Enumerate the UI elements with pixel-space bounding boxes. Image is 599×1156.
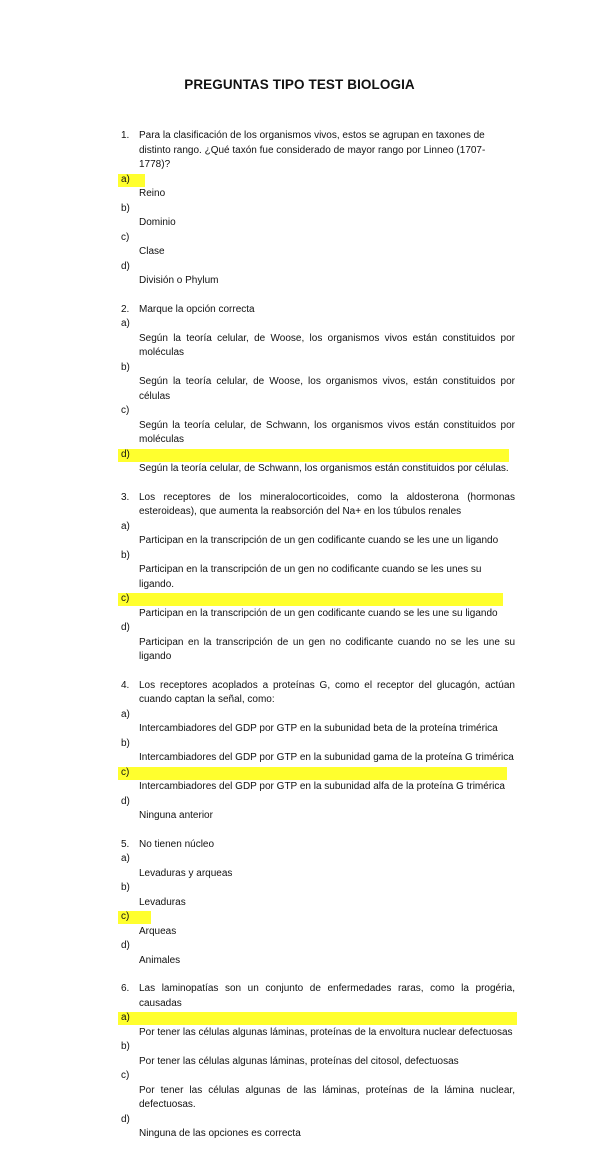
option-d: [0, 939, 599, 968]
option-letter: c): [121, 405, 130, 416]
option-a: [0, 1011, 599, 1040]
option-text: Arqueas: [139, 925, 177, 937]
answer-highlight: [118, 449, 509, 462]
option-b: [0, 881, 599, 910]
option-a: [0, 173, 599, 202]
option-d: [0, 260, 599, 289]
question-5: [0, 838, 599, 969]
option-text: Por tener las células algunas de las láminas, proteínas de la lámina nuclear, defectuosas.: [139, 1084, 515, 1110]
option-text: Reino: [139, 188, 166, 199]
question-text: Los receptores de los mineralocorticoides, como la aldosterona (hormonas esteroideas), que aumenta la reabsorción del Na+ en los túbulos renales: [139, 491, 515, 517]
option-letter: a): [121, 318, 130, 329]
option-text: Animales: [139, 954, 181, 966]
option-b: [0, 549, 599, 593]
option-letter: c): [121, 231, 130, 243]
option-d: [0, 621, 599, 665]
option-text: División o Phylum: [139, 275, 219, 286]
option-text: Levaduras y arqueas: [139, 867, 233, 879]
option-text: Según la teoría celular, de Woose, los organismos vivos están constituidos por moléculas: [139, 332, 515, 358]
option-letter: c): [121, 911, 130, 922]
option-text: Según la teoría celular, de Woose, los organismos vivos, están constituidos por células: [139, 376, 515, 402]
document-title: PREGUNTAS TIPO TEST BIOLOGIA: [184, 77, 415, 92]
answer-highlight: [118, 767, 507, 780]
option-text: Ninguna anterior: [139, 810, 213, 821]
option-letter: c): [121, 593, 130, 604]
question-text: Marque la opción correcta: [139, 303, 255, 315]
option-letter: d): [121, 622, 130, 633]
option-letter: d): [121, 940, 130, 951]
question-6: [0, 982, 599, 1142]
option-text: Participan en la transcripción de un gen codificante cuando se les une su ligando: [139, 607, 498, 619]
option-text: Levaduras: [139, 896, 186, 908]
question-1: [0, 129, 599, 289]
question-4: [0, 679, 599, 824]
option-a: [0, 852, 599, 881]
question-text: Para la clasificación de los organismos vivos, estos se agrupan en taxones de distinto rango. ¿Qué taxón fue considerado de mayor rango por Linneo (1707-1778)?: [139, 130, 486, 170]
option-text: Participan en la transcripción de un gen no codificante cuando no se les une su ligando: [139, 636, 515, 662]
option-letter: b): [121, 882, 130, 893]
answer-highlight: [118, 593, 503, 606]
option-text: Intercambiadores del GDP por GTP en la subunidad beta de la proteína trimérica: [139, 723, 498, 734]
option-b: [0, 737, 599, 766]
option-text: Participan en la transcripción de un gen no codificante cuando se les unes su ligando.: [139, 564, 482, 590]
question-number: 3.: [121, 491, 130, 503]
question-list: [0, 129, 599, 1156]
option-text: Ninguna de las opciones es correcta: [139, 1128, 301, 1139]
option-letter: b): [121, 737, 130, 749]
option-c: [0, 1069, 599, 1113]
option-a: [0, 520, 599, 549]
question-text: Las laminopatías son un conjunto de enfermedades raras, como la progéria, causadas: [139, 983, 515, 1009]
question-number: 1.: [121, 130, 130, 141]
question-number: 6.: [121, 983, 130, 994]
option-b: [0, 361, 599, 405]
question-number: 2.: [121, 303, 130, 315]
option-letter: b): [121, 361, 130, 373]
option-b: [0, 202, 599, 231]
option-c: [0, 404, 599, 448]
question-text: Los receptores acoplados a proteínas G, como el receptor del glucagón, actúan cuando captan la señal, como:: [139, 679, 515, 705]
question-number: 4.: [121, 679, 130, 691]
option-letter: a): [121, 1012, 130, 1023]
option-c: [0, 910, 599, 939]
option-text: Clase: [139, 246, 165, 257]
option-text: Según la teoría celular, de Schwann, los organismos están constituidos por células.: [139, 463, 509, 474]
option-letter: a): [121, 520, 130, 532]
option-text: Por tener las células algunas láminas, proteínas de la envoltura nuclear defectuosas: [139, 1026, 513, 1038]
option-text: Según la teoría celular, de Schwann, los organismos vivos están constituidos por moléculas: [139, 419, 515, 445]
option-text: Participan en la transcripción de un gen codificante cuando se les une un ligando: [139, 535, 499, 546]
option-letter: d): [121, 448, 130, 460]
answer-highlight: [118, 1012, 517, 1025]
option-d: [0, 448, 599, 477]
option-text: Intercambiadores del GDP por GTP en la subunidad alfa de la proteína G trimérica: [139, 781, 505, 792]
option-b: [0, 1040, 599, 1069]
option-letter: b): [121, 1041, 130, 1052]
option-letter: c): [121, 766, 130, 778]
question-2: [0, 303, 599, 477]
option-letter: a): [121, 853, 130, 864]
option-letter: a): [121, 173, 130, 185]
question-text: No tienen núcleo: [139, 838, 215, 850]
option-text: Dominio: [139, 217, 176, 228]
option-c: [0, 231, 599, 260]
option-letter: d): [121, 795, 130, 807]
option-letter: b): [121, 549, 130, 561]
option-text: Intercambiadores del GDP por GTP en la subunidad gama de la proteína G trimérica: [139, 752, 514, 763]
question-number: 5.: [121, 838, 130, 850]
option-letter: b): [121, 202, 130, 214]
option-c: [0, 592, 599, 621]
option-letter: a): [121, 708, 130, 720]
option-d: [0, 1113, 599, 1142]
option-text: Por tener las células algunas láminas, proteínas del citosol, defectuosas: [139, 1055, 459, 1067]
option-a: [0, 708, 599, 737]
option-a: [0, 317, 599, 361]
question-3: [0, 491, 599, 665]
option-d: [0, 795, 599, 824]
option-letter: c): [121, 1070, 130, 1081]
option-letter: d): [121, 1113, 130, 1125]
option-letter: d): [121, 260, 130, 272]
option-c: [0, 766, 599, 795]
